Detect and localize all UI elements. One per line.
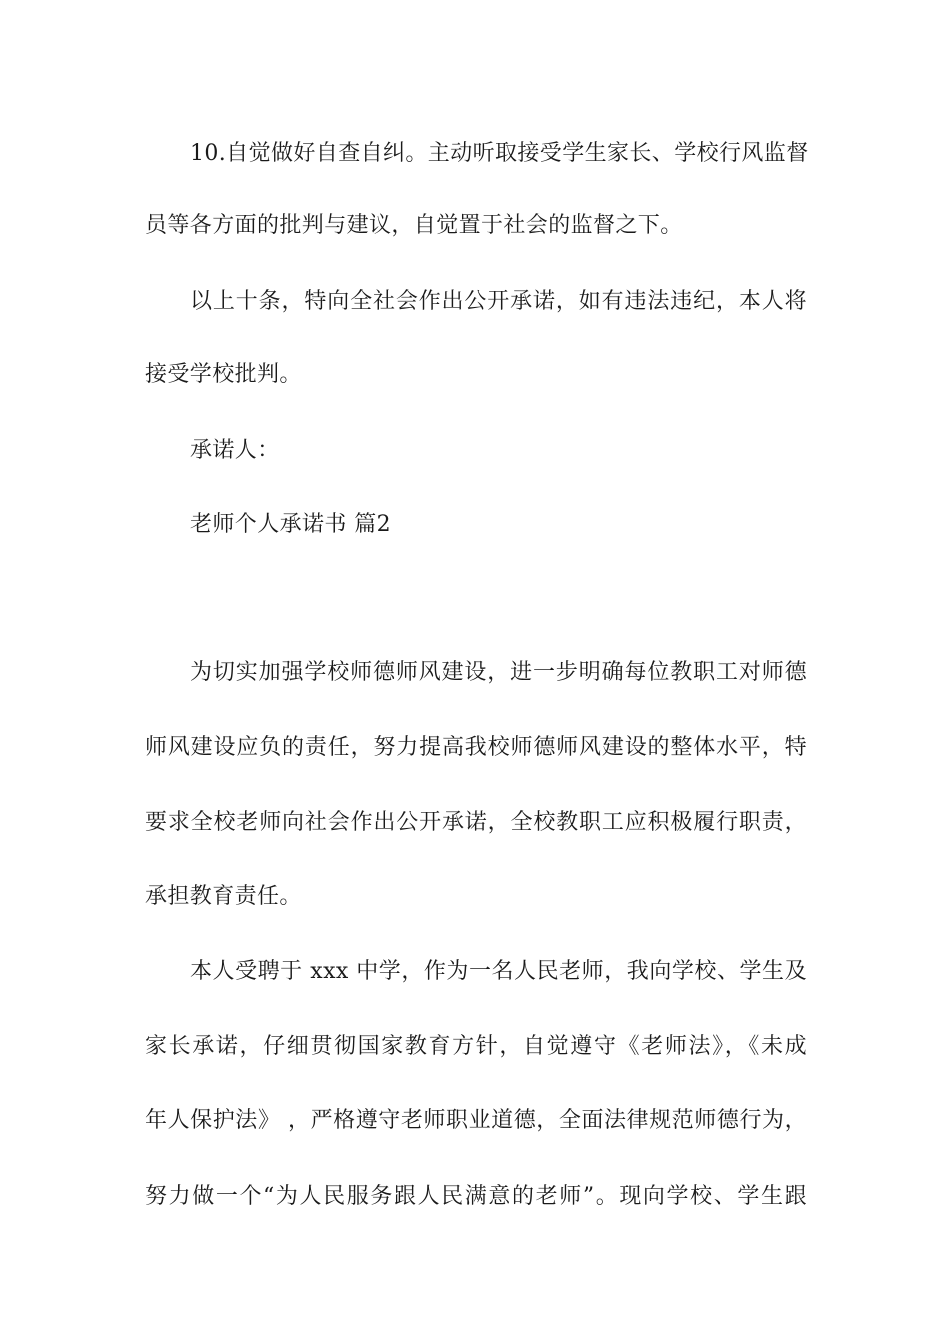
paragraph-intro-line-3: 要求全校老师向社会作出公开承诺，全校教职工应积极履行职责， [145, 810, 807, 835]
paragraph-item-10-line-1: 10.自觉做好自查自纠。主动听取接受学生家长、学校行风监督 [190, 141, 809, 166]
paragraph-item-10-line-2: 员等各方面的批判与建议，自觉置于社会的监督之下。 [145, 213, 683, 238]
paragraph-commitment-line-1: 以上十条，特向全社会作出公开承诺，如有违法违纪，本人将 [190, 289, 807, 314]
paragraph-intro-line-1: 为切实加强学校师德师风建设，进一步明确每位教职工对师德 [190, 660, 807, 685]
signature-label: 承诺人： [190, 438, 280, 463]
paragraph-pledge-line-1: 本人受聘于 xxx 中学，作为一名人民老师，我向学校、学生及 [190, 959, 807, 984]
paragraph-pledge-line-3: 年人保护法》 ，严格遵守老师职业道德，全面法律规范师德行为， [145, 1108, 807, 1133]
paragraph-intro-line-4: 承担教育责任。 [145, 884, 302, 909]
section-heading: 老师个人承诺书 篇2 [190, 512, 391, 537]
paragraph-commitment-line-2: 接受学校批判。 [145, 362, 302, 387]
paragraph-pledge-line-2: 家长承诺，仔细贯彻国家教育方针，自觉遵守《老师法》，《未成 [145, 1034, 807, 1059]
paragraph-intro-line-2: 师风建设应负的责任，努力提高我校师德师风建设的整体水平，特 [145, 735, 807, 760]
paragraph-pledge-line-4: 努力做一个“为人民服务跟人民满意的老师”。现向学校、学生跟 [145, 1184, 807, 1209]
